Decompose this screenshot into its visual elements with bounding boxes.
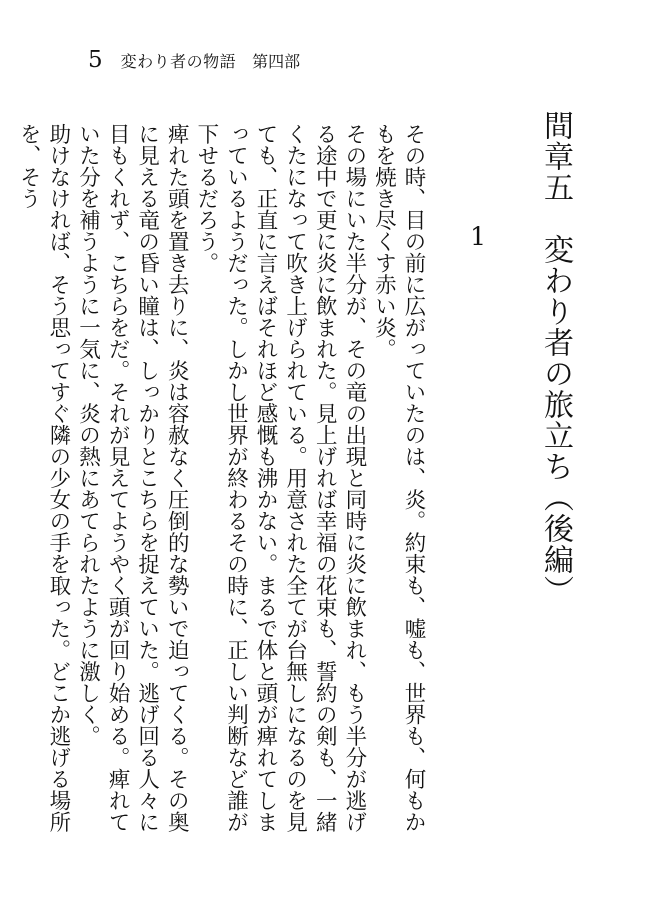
paragraph: 助けなければ、そう思ってすぐ隣の少女の手を取った。どこか逃げる場所を、そう bbox=[16, 123, 71, 833]
part-label: 第四部 bbox=[252, 52, 301, 71]
section-number: 1 bbox=[470, 222, 486, 251]
body-text bbox=[14, 123, 428, 837]
paragraph: その時、目の前に広がっていたのは、炎。約束も、嘘も、世界も、何もかもを焼き尽くす赤い炎。 bbox=[371, 123, 426, 833]
paragraph: その場にいた半分が、その竜の出現と同時に炎に飲まれ、もう半分が逃げる途中で更に炎に飲まれた。見上げれば幸福の花束も、誓約の剣も、一緒くたになって吹き上げられている。用意された全てが台無しになるのを見ても、正直に言えばそれほど感慨も沸かない。まるで体と頭が痺れてしまっているようだった。しかし世界が終わるその時に、正しい判断など誰が下せるだろう。 bbox=[193, 123, 367, 833]
running-header bbox=[88, 47, 300, 71]
page-number: 5 bbox=[88, 47, 103, 73]
paragraph: 痺れた頭を置き去りに、炎は容赦なく圧倒的な勢いで迫ってくる。その奥に見える竜の昏い瞳は、しっかりとこちらを捉えていた。逃げ回る人々に目もくれず、こちらをだ。それが見えてようやく頭が回り始める。痺れていた分を補うように一気に、炎の熱にあてられたように激しく。 bbox=[75, 123, 190, 833]
chapter-title: 間章五 変わり者の旅立ち（後編） bbox=[538, 110, 573, 606]
book-title: 変わり者の物語 bbox=[120, 52, 237, 71]
